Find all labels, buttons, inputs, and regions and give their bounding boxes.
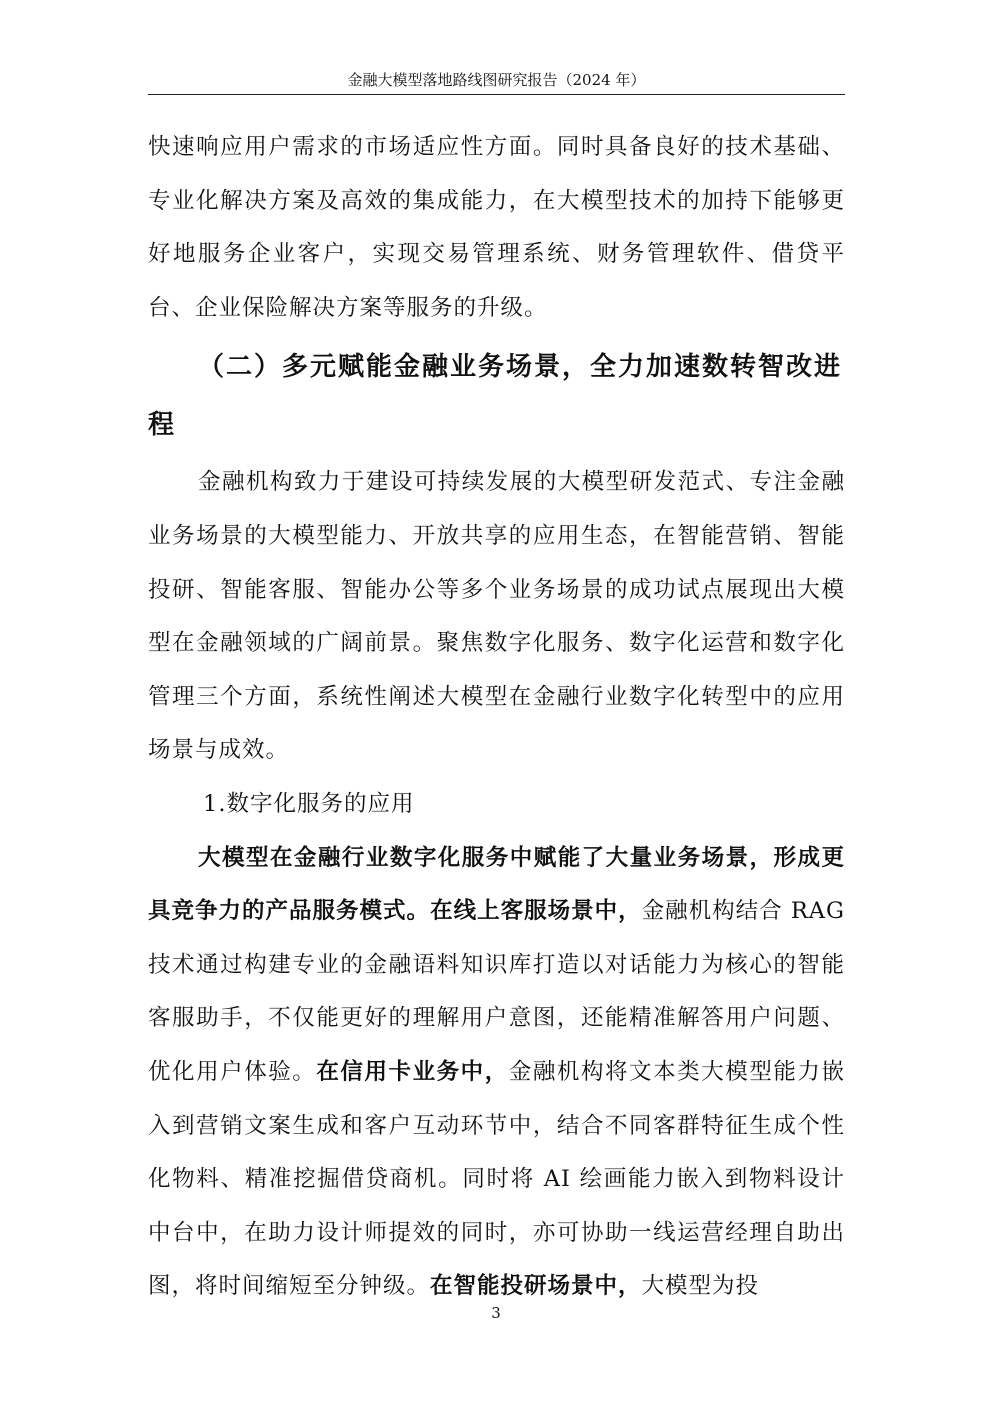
text-3: 大模型为投	[641, 1273, 760, 1300]
text-1: 金融机构结合 RAG 技术通过构建专业的金融语料知识库打造以对话能力为核心的智能客服助手，不仅能更好的理解用户意图，还能精准解答用户问题、优化用户体验。	[148, 898, 845, 1085]
paragraph-intro: 金融机构致力于建设可持续发展的大模型研发范式、专注金融业务场景的大模型能力、开放共享的应用生态，在智能营销、智能投研、智能客服、智能办公等多个业务场景的成功试点展现出大模型在金融领域的广阔前景。聚焦数字化服务、数字化运营和数字化管理三个方面，系统性阐述大模型在金融行业数字化转型中的应用场景与成效。	[148, 469, 845, 764]
subsection-heading: 1.数字化服务的应用	[203, 790, 415, 817]
bold-lead-2: 在信用卡业务中，	[316, 1058, 509, 1085]
header-title: 金融大模型落地路线图研究报告（2024 年）	[347, 71, 646, 89]
page-number: 3	[491, 1304, 501, 1322]
section-heading: （二）多元赋能金融业务场景，全力加速数转智改进程	[148, 352, 843, 440]
document-body	[148, 121, 845, 1314]
paragraph-continuation: 快速响应用户需求的市场适应性方面。同时具备良好的技术基础、专业化解决方案及高效的集成能力，在大模型技术的加持下能够更好地服务企业客户，实现交易管理系统、财务管理软件、借贷平台、企业保险解决方案等服务的升级。	[148, 134, 845, 321]
running-header	[148, 70, 845, 95]
bold-lead-1: 大模型在金融行业数字化服务中赋能了大量业务场景，形成更具竞争力的产品服务模式。在线上客服场景中，	[148, 844, 845, 925]
paragraph-digital-service	[148, 832, 845, 1314]
text-2: 金融机构将文本类大模型能力嵌入到营销文案生成和客户互动环节中，结合不同客群特征生成个性化物料、精准挖掘借贷商机。同时将 AI 绘画能力嵌入到物料设计中台中，在助力设计师提效的同时，亦可协助一线运营经理自助出图，将时间缩短至分钟级。	[148, 1058, 845, 1300]
bold-lead-3: 在智能投研场景中，	[430, 1273, 642, 1300]
